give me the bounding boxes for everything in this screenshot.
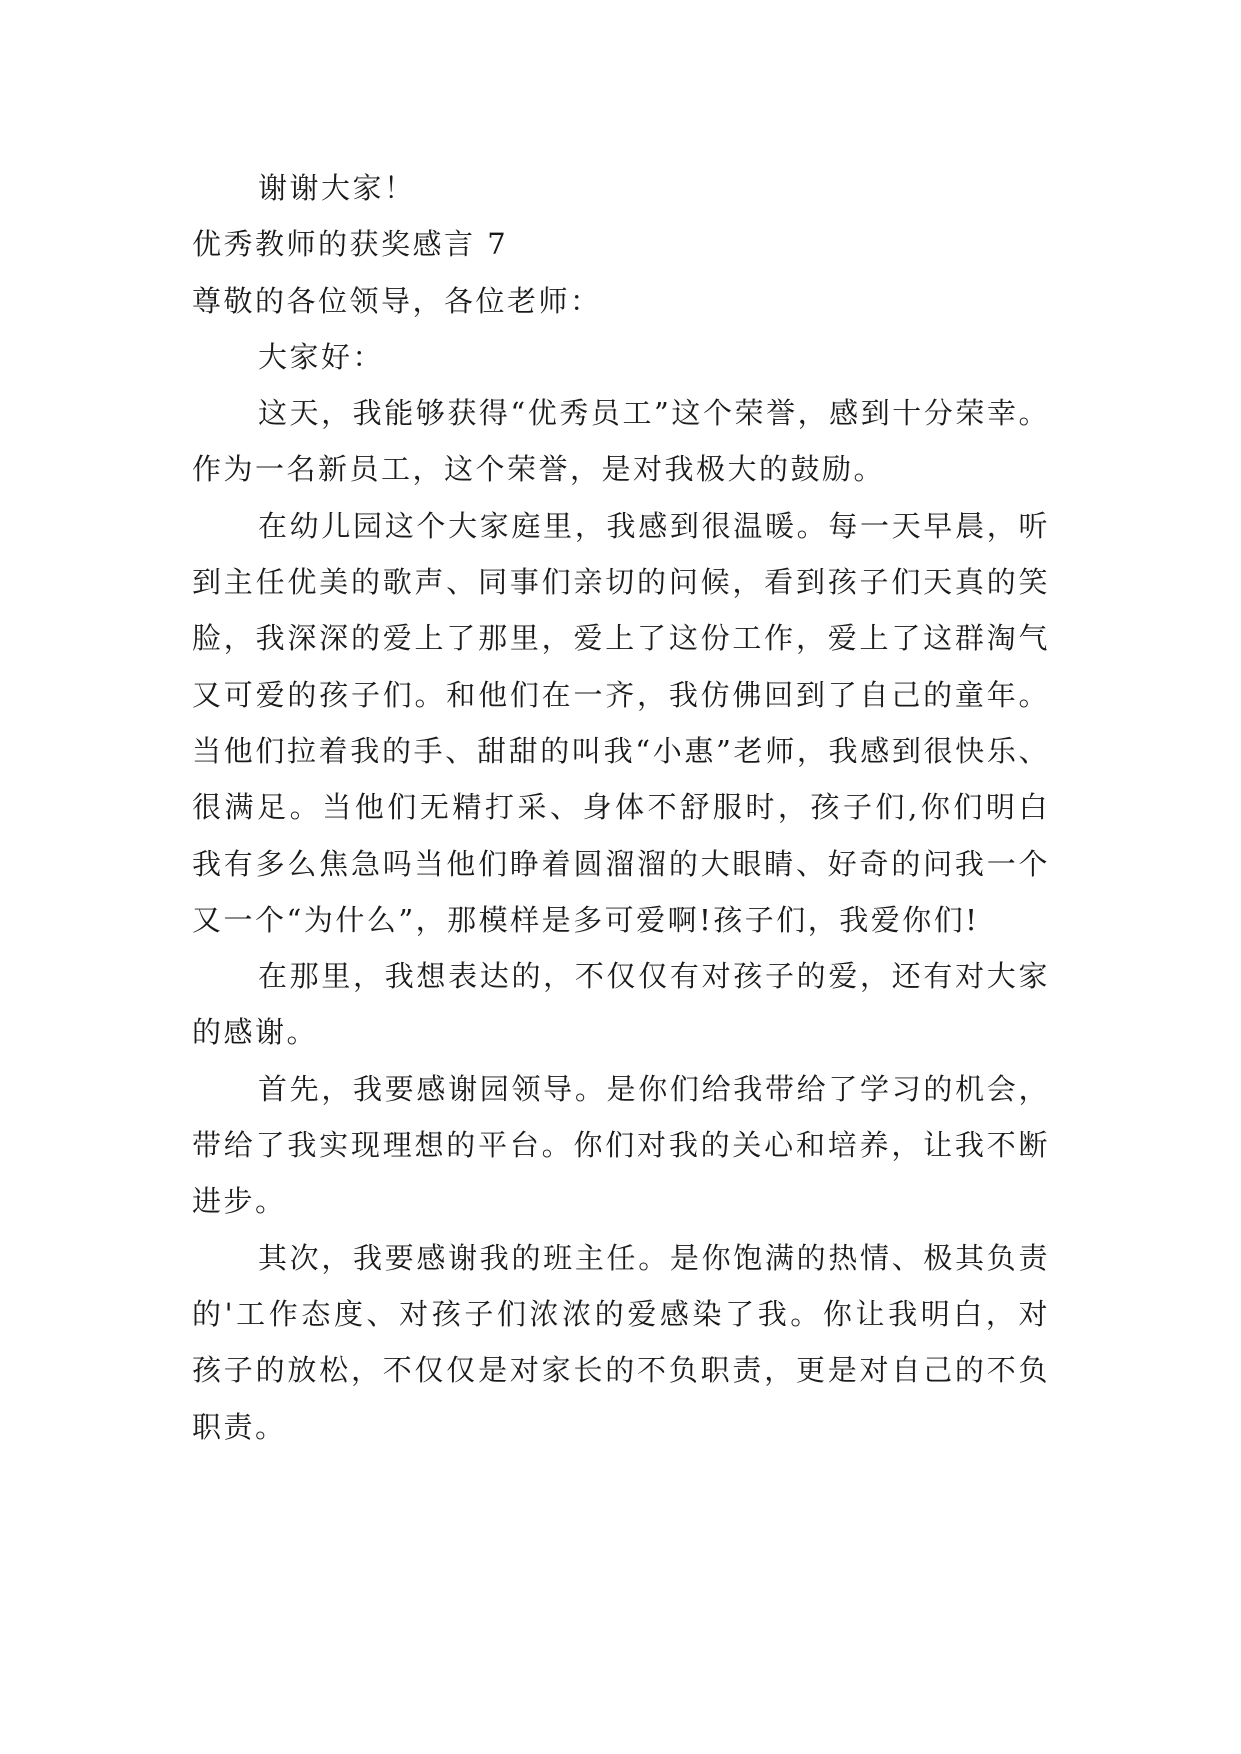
paragraph: 在那里，我想表达的，不仅仅有对孩子的爱，还有对大家的感谢。: [192, 959, 1050, 1050]
salutation: 尊敬的各位领导，各位老师：: [192, 283, 602, 318]
section-title: 优秀教师的获奖感言 7: [192, 227, 509, 262]
document-body: [192, 160, 1050, 1455]
paragraph: 在幼儿园这个大家庭里，我感到很温暖。每一天早晨，听到主任优美的歌声、同事们亲切的问候，看到孩子们天真的笑脸，我深深的爱上了那里，爱上了这份工作，爱上了这群淘气又可爱的孩子们。和他们在一齐，我仿佛回到了自己的童年。当他们拉着我的手、甜甜的叫我“小惠”老师，我感到很快乐、很满足。当他们无精打采、身体不舒服时，孩子们,你们明白我有多么焦急吗当他们睁着圆溜溜的大眼睛、好奇的问我一个又一个“为什么”，那模样是多可爱啊!孩子们，我爱你们!: [192, 508, 1050, 937]
closing-thanks: 谢谢大家！: [258, 171, 416, 205]
greeting: 大家好：: [258, 339, 385, 374]
paragraph: 这天，我能够获得“优秀员工”这个荣誉，感到十分荣幸。作为一名新员工，这个荣誉，是对我极大的鼓励。: [192, 396, 1050, 487]
paragraph: 首先，我要感谢园领导。是你们给我带给了学习的机会，带给了我实现理想的平台。你们对我的关心和培养，让我不断进步。: [192, 1071, 1050, 1219]
paragraph: 其次，我要感谢我的班主任。是你饱满的热情、极其负责的'工作态度、对孩子们浓浓的爱感染了我。你让我明白，对孩子的放松，不仅仅是对家长的不负职责，更是对自己的不负职责。: [192, 1240, 1050, 1444]
